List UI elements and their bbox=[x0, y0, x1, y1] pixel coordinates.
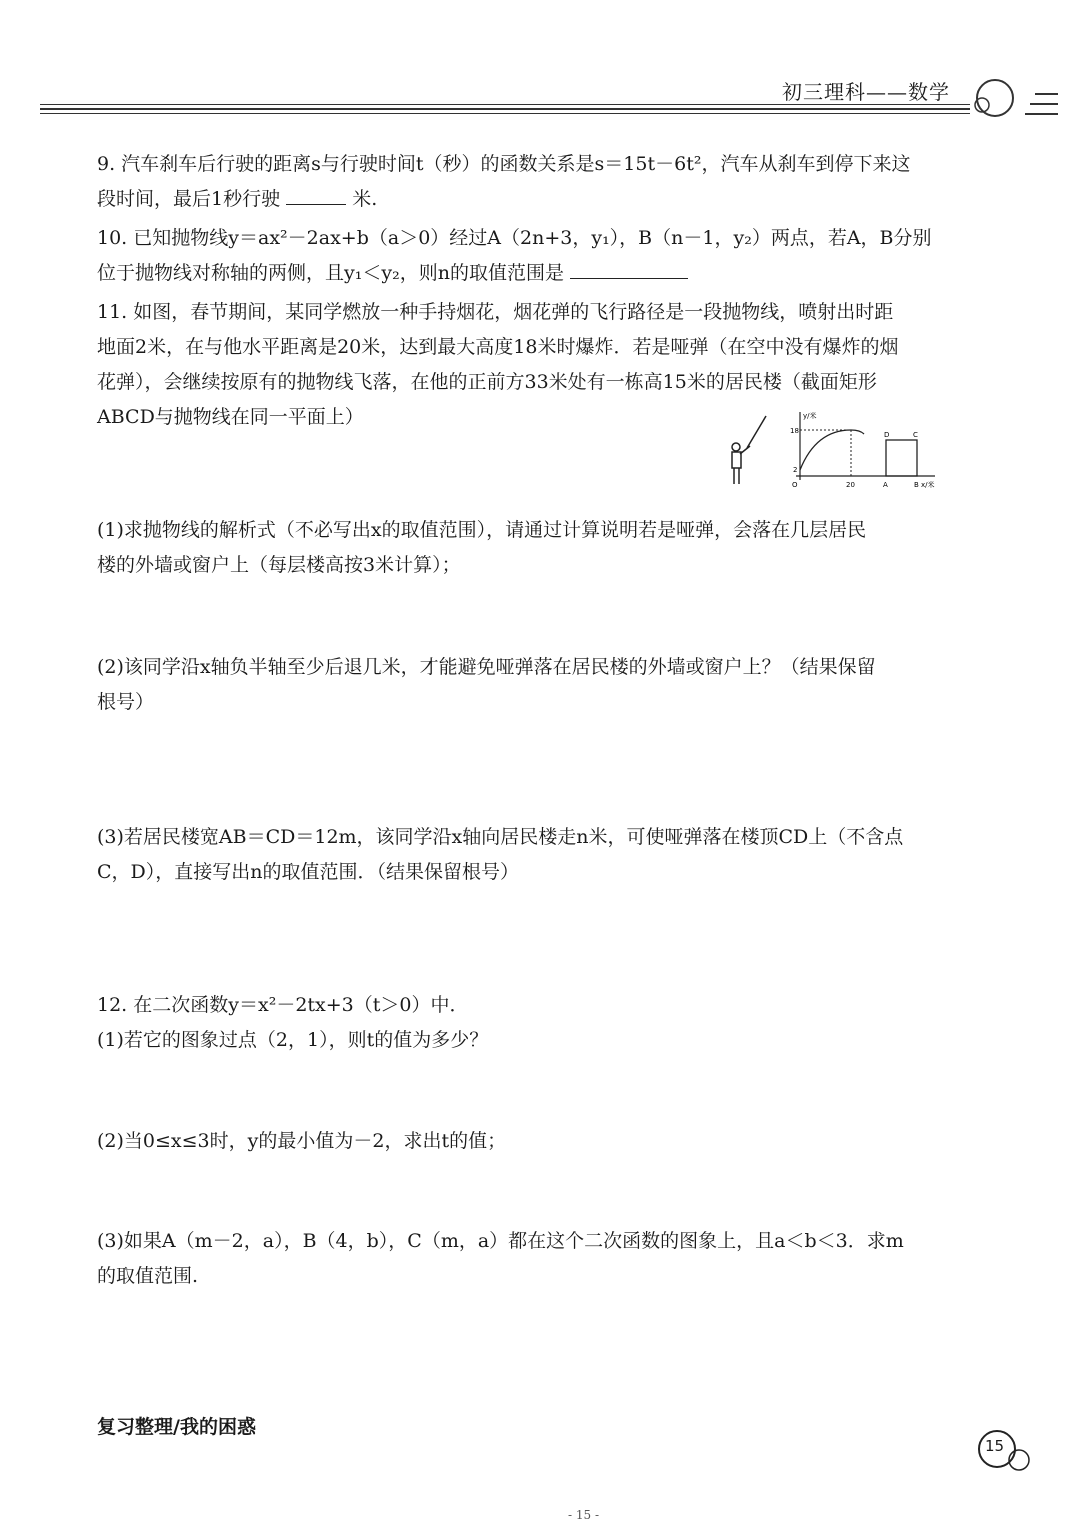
q11-figure bbox=[720, 408, 950, 493]
question-11-part-1 bbox=[97, 513, 952, 583]
q11-part3-line: C，D），直接写出n的取值范围．（结果保留根号） bbox=[97, 861, 520, 883]
question-12 bbox=[97, 988, 952, 1058]
point-D-label: D bbox=[884, 431, 890, 439]
q10-answer-blank[interactable] bbox=[570, 256, 688, 279]
q12-part1: (1)若它的图象过点（2，1），则t的值为多少？ bbox=[97, 1029, 489, 1051]
page-number-badge bbox=[975, 1428, 1045, 1478]
q11-line: 地面2米，在与他水平距离是20米，达到最大高度18米时爆炸．若是哑弹（在空中没有爆炸的烟 bbox=[97, 336, 899, 358]
q12-line: 12. 在二次函数y＝x²－2tx+3（t＞0）中． bbox=[97, 994, 469, 1016]
q10-text: 位于抛物线对称轴的两侧，且y₁＜y₂，则n的取值范围是 bbox=[97, 262, 564, 284]
q11-line: ABCD与抛物线在同一平面上） bbox=[97, 406, 364, 428]
point-A-label: A bbox=[883, 481, 888, 489]
page-number: 15 bbox=[985, 1437, 1005, 1455]
question-12-part-2 bbox=[97, 1124, 952, 1159]
question-9 bbox=[97, 147, 952, 217]
q11-line: 花弹），会继续按原有的抛物线飞落，在他的正前方33米处有一栋高15米的居民楼（截面矩形 bbox=[97, 371, 877, 393]
bottom-page-mark: - 15 - bbox=[568, 1508, 600, 1522]
header-rule bbox=[40, 104, 970, 105]
point-C-label: C bbox=[913, 431, 918, 439]
y-axis-label: y/米 bbox=[803, 412, 817, 420]
building-rect bbox=[886, 440, 917, 476]
q10-line: 10. 已知抛物线y＝ax²－2ax+b（a＞0）经过A（2n+3，y₁），B（n－1，y₂）两点，若A，B分别 bbox=[97, 227, 932, 249]
q12-part2: (2)当0≤x≤3时，y的最小值为－2，求出t的值； bbox=[97, 1130, 507, 1152]
question-10 bbox=[97, 221, 952, 291]
y-tick-2: 2 bbox=[793, 466, 798, 474]
q9-answer-blank[interactable] bbox=[286, 182, 346, 205]
question-12-part-3 bbox=[97, 1224, 952, 1294]
q11-part1-line: (1)求抛物线的解析式（不必写出x的取值范围），请通过计算说明若是哑弹，会落在几层居民 bbox=[97, 519, 867, 541]
q11-line: 11. 如图，春节期间，某同学燃放一种手持烟花，烟花弹的飞行路径是一段抛物线，喷射出时距 bbox=[97, 301, 894, 323]
header-decoration-icon bbox=[960, 72, 1070, 132]
q11-part3-line: (3)若居民楼宽AB＝CD＝12m，该同学沿x轴向居民楼走n米，可使哑弹落在楼顶CD上（不含点 bbox=[97, 826, 904, 848]
header-rule bbox=[40, 113, 970, 114]
y-tick-18: 18 bbox=[790, 427, 799, 435]
question-11-part-3 bbox=[97, 820, 952, 890]
q9-line bbox=[97, 182, 952, 217]
person-icon bbox=[732, 416, 766, 484]
q9-text: 段时间，最后1秒行驶 bbox=[97, 188, 281, 210]
x-axis-label: x/米 bbox=[921, 481, 935, 489]
q11-part2-line: (2)该同学沿x轴负半轴至少后退几米，才能避免哑弹落在居民楼的外墙或窗户上？（结果保留 bbox=[97, 656, 876, 678]
question-11-part-2 bbox=[97, 650, 952, 720]
page-header-title: 初三理科——数学 bbox=[782, 80, 950, 104]
review-section-title: 复习整理/我的困惑 bbox=[97, 1416, 256, 1438]
origin-label: O bbox=[792, 481, 798, 489]
parabola-curve bbox=[800, 430, 864, 470]
q11-part2-line: 根号） bbox=[97, 691, 155, 713]
q11-part1-line: 楼的外墙或窗户上（每层楼高按3米计算）； bbox=[97, 554, 461, 576]
q9-text-end: 米. bbox=[352, 188, 378, 210]
header-rule bbox=[40, 108, 970, 110]
q10-line bbox=[97, 256, 952, 291]
q12-part3-line: 的取值范围. bbox=[97, 1265, 199, 1287]
x-tick-20: 20 bbox=[846, 481, 855, 489]
q12-part3-line: (3)如果A（m－2，a），B（4，b），C（m，a）都在这个二次函数的图象上，且a＜b＜3．求m bbox=[97, 1230, 904, 1252]
point-B-label: B bbox=[914, 481, 919, 489]
q9-line: 9. 汽车刹车后行驶的距离s与行驶时间t（秒）的函数关系是s＝15t－6t²，汽车从刹车到停下来这 bbox=[97, 153, 911, 175]
